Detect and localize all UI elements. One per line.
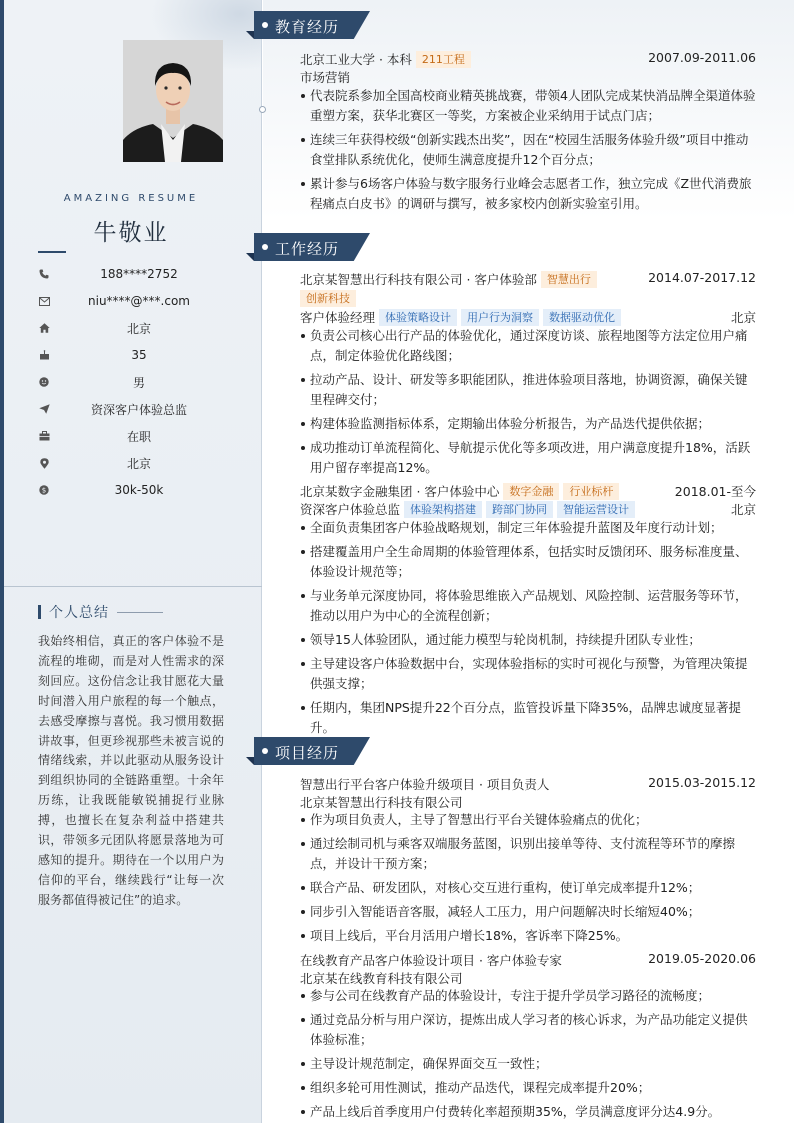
section-title-education: 教育经历 xyxy=(275,18,340,36)
work-1-tag-2: 创新科技 xyxy=(300,290,356,307)
work-2-city: 北京 xyxy=(730,502,756,517)
project-2-org: 北京某在线教育科技有限公司 xyxy=(300,971,463,986)
timeline-ring xyxy=(259,106,266,113)
list-item: 连续三年获得校级“创新实践杰出奖”，因在“校园生活服务体验升级”项目中推动食堂排队系统优化，使师生满意度提升12个百分点； xyxy=(300,130,756,170)
svg-text:$: $ xyxy=(41,486,47,495)
work-2-skill-2: 跨部门协同 xyxy=(486,501,553,518)
home-value: 北京 xyxy=(126,321,151,336)
work-1-skill-3: 数据驱动优化 xyxy=(543,309,621,326)
list-item: 通过竞品分析与用户深访，提炼出成人学习者的核心诉求，为产品功能定义提供体验标准； xyxy=(300,1010,756,1050)
list-item: 主导建设客户体验数据中台，实现体验指标的实时可视化与预警，为管理决策提供强支撑； xyxy=(300,654,756,694)
sidebar-divider xyxy=(4,586,262,587)
person-name: 牛敬业 xyxy=(93,220,169,246)
work-2-bullets xyxy=(300,518,756,738)
education-tag: 211工程 xyxy=(416,51,471,68)
resume-tagline: AMAZING RESUME xyxy=(63,193,199,204)
work-2-tag-2: 行业标杆 xyxy=(563,483,619,500)
summary-text: 我始终相信，真正的客户体验不是流程的堆砌，而是对人性需求的深刻回应。这份信念让我甘愿花大量时间潜入用户旅程的每一个触点，去感受摩擦与喜悦。我习惯用数据讲故事，但更珍视那些未被言说的情绪线索，并以此驱动从服务设计到组织协同的全链路重塑。十余年历练，让我既能敏锐捕捉行业脉搏，也擅长在复杂利益中搭建共识，带领多元团队将愿景落地为可感知的提升。期待在一个以用户为信仰的平台，继续践行“让每一次服务都值得被记住”的追求。 xyxy=(38,634,224,907)
info-gender xyxy=(38,373,238,391)
summary-heading-text: 个人总结 xyxy=(49,605,109,621)
position-value: 资深客户体验总监 xyxy=(90,402,187,417)
project-1-org: 北京某智慧出行科技有限公司 xyxy=(300,795,463,810)
education-bullets xyxy=(300,86,756,214)
gender-value: 男 xyxy=(132,375,145,390)
list-item: 拉动产品、设计、研发等多职能团队，推进体验项目落地，协调资源，确保关键里程碑交付； xyxy=(300,370,756,410)
work-1-company: 北京某智慧出行科技有限公司 · 客户体验部 xyxy=(300,272,537,287)
education-school: 北京工业大学 · 本科 xyxy=(300,52,412,67)
info-home xyxy=(38,319,238,337)
list-item: 累计参与6场客户体验与数字服务行业峰会志愿者工作，独立完成《Z世代消费旅程痛点白皮书》的调研与撰写，被多家校内创新实验室引用。 xyxy=(300,174,756,214)
list-item: 项目上线后，平台月活用户增长18%，客诉率下降25%。 xyxy=(300,926,756,946)
work-1-tag-1: 智慧出行 xyxy=(541,271,597,288)
education-header xyxy=(300,50,756,68)
project-2-date: 2019.05-2020.06 xyxy=(648,951,756,966)
work-1-role: 客户体验经理 xyxy=(300,310,376,325)
work-2-skill-1: 体验架构搭建 xyxy=(404,501,482,518)
summary-heading-bar xyxy=(38,605,41,619)
email-value: niu****@***.com xyxy=(88,294,190,308)
work-2-header xyxy=(300,482,756,500)
work-1-date: 2014.07-2017.12 xyxy=(648,270,756,285)
list-item: 通过绘制司机与乘客双端服务蓝图，识别出接单等待、支付流程等环节的摩擦点，并设计干预方案； xyxy=(300,834,756,874)
list-item: 构建体验监测指标体系，定期输出体验分析报告，为产品迭代提供依据； xyxy=(300,414,756,434)
info-age xyxy=(38,346,238,364)
work-1-skill-2: 用户行为洞察 xyxy=(461,309,539,326)
list-item: 参与公司在线教育产品的体验设计，专注于提升学员学习路径的流畅度； xyxy=(300,986,756,1006)
list-item: 成功推动订单流程简化、导航提示优化等多项改进，用户满意度提升18%，活跃用户留存率提高12%。 xyxy=(300,438,756,478)
info-phone xyxy=(38,265,238,283)
project-1-bullets xyxy=(300,810,756,946)
name-underline xyxy=(38,251,66,253)
info-salary xyxy=(38,481,238,499)
section-title-project: 项目经历 xyxy=(275,744,340,762)
status-value: 在职 xyxy=(126,429,151,444)
list-item: 作为项目负责人，主导了智慧出行平台关键体验痛点的优化； xyxy=(300,810,756,830)
info-location xyxy=(38,454,238,472)
summary-heading xyxy=(38,604,163,620)
project-2-title: 在线教育产品客户体验设计项目 · 客户体验专家 xyxy=(300,953,562,968)
list-item: 组织多轮可用性测试，推动产品迭代，课程完成率提升20%； xyxy=(300,1078,756,1098)
work-2-skill-3: 智能运营设计 xyxy=(557,501,635,518)
list-item: 负责公司核心出行产品的体验优化，通过深度访谈、旅程地图等方法定位用户痛点，制定体验优化路线图； xyxy=(300,326,756,366)
list-item: 领导15人体验团队，通过能力模型与轮岗机制，持续提升团队专业性； xyxy=(300,630,756,650)
salary-value: 30k-50k xyxy=(114,483,164,497)
sidebar xyxy=(0,0,262,1123)
work-1-city: 北京 xyxy=(730,310,756,325)
info-status xyxy=(38,427,238,445)
education-major: 市场营销 xyxy=(300,70,351,85)
list-item: 全面负责集团客户体验战略规划，制定三年体验提升蓝图及年度行动计划； xyxy=(300,518,756,538)
location-value: 北京 xyxy=(126,456,151,471)
work-1-bullets xyxy=(300,326,756,478)
work-2-role: 资深客户体验总监 xyxy=(300,502,401,517)
info-email xyxy=(38,292,238,310)
list-item: 同步引入智能语音客服，减轻人工压力，用户问题解决时长缩短40%； xyxy=(300,902,756,922)
list-item: 与业务单元深度协同，将体验思维嵌入产品规划、风险控制、运营服务等环节，推动以用户为中心的全流程创新； xyxy=(300,586,756,626)
work-2-role-row xyxy=(300,500,756,518)
list-item: 产品上线后首季度用户付费转化率超预期35%，学员满意度评分达4.9分。 xyxy=(300,1102,756,1122)
list-item: 主导设计规范制定，确保界面交互一致性； xyxy=(300,1054,756,1074)
education-date: 2007.09-2011.06 xyxy=(648,50,756,65)
age-value: 35 xyxy=(131,348,147,362)
project-2-header xyxy=(300,951,756,969)
work-1-header xyxy=(300,270,756,288)
list-item: 任期内，集团NPS提升22个百分点，监管投诉量下降35%，品牌忠诚度显著提升。 xyxy=(300,698,756,738)
work-1-tag-row xyxy=(300,290,756,307)
work-1-skill-1: 体验策略设计 xyxy=(379,309,457,326)
section-title-work: 工作经历 xyxy=(275,240,340,258)
phone-value: 188****2752 xyxy=(100,267,178,281)
work-2-tag-1: 数字金融 xyxy=(503,483,559,500)
work-2-company: 北京某数字金融集团 · 客户体验中心 xyxy=(300,484,500,499)
summary-heading-line xyxy=(117,612,163,613)
sidebar-edge xyxy=(0,0,4,1123)
work-1-role-row xyxy=(300,308,756,326)
project-1-header xyxy=(300,775,756,793)
project-1-date: 2015.03-2015.12 xyxy=(648,775,756,790)
info-position xyxy=(38,400,238,418)
list-item: 搭建覆盖用户全生命周期的体验管理体系，包括实时反馈闭环、服务标准度量、体验设计规范等； xyxy=(300,542,756,582)
project-1-title: 智慧出行平台客户体验升级项目 · 项目负责人 xyxy=(300,777,550,792)
project-2-bullets xyxy=(300,986,756,1122)
work-2-date: 2018.01-至今 xyxy=(674,484,756,499)
list-item: 代表院系参加全国高校商业精英挑战赛，带领4人团队完成某快消品牌全渠道体验重塑方案，获华北赛区一等奖，方案被企业采纳用于试点门店； xyxy=(300,86,756,126)
profile-photo xyxy=(123,40,223,162)
list-item: 联合产品、研发团队，对核心交互进行重构，使订单完成率提升12%； xyxy=(300,878,756,898)
